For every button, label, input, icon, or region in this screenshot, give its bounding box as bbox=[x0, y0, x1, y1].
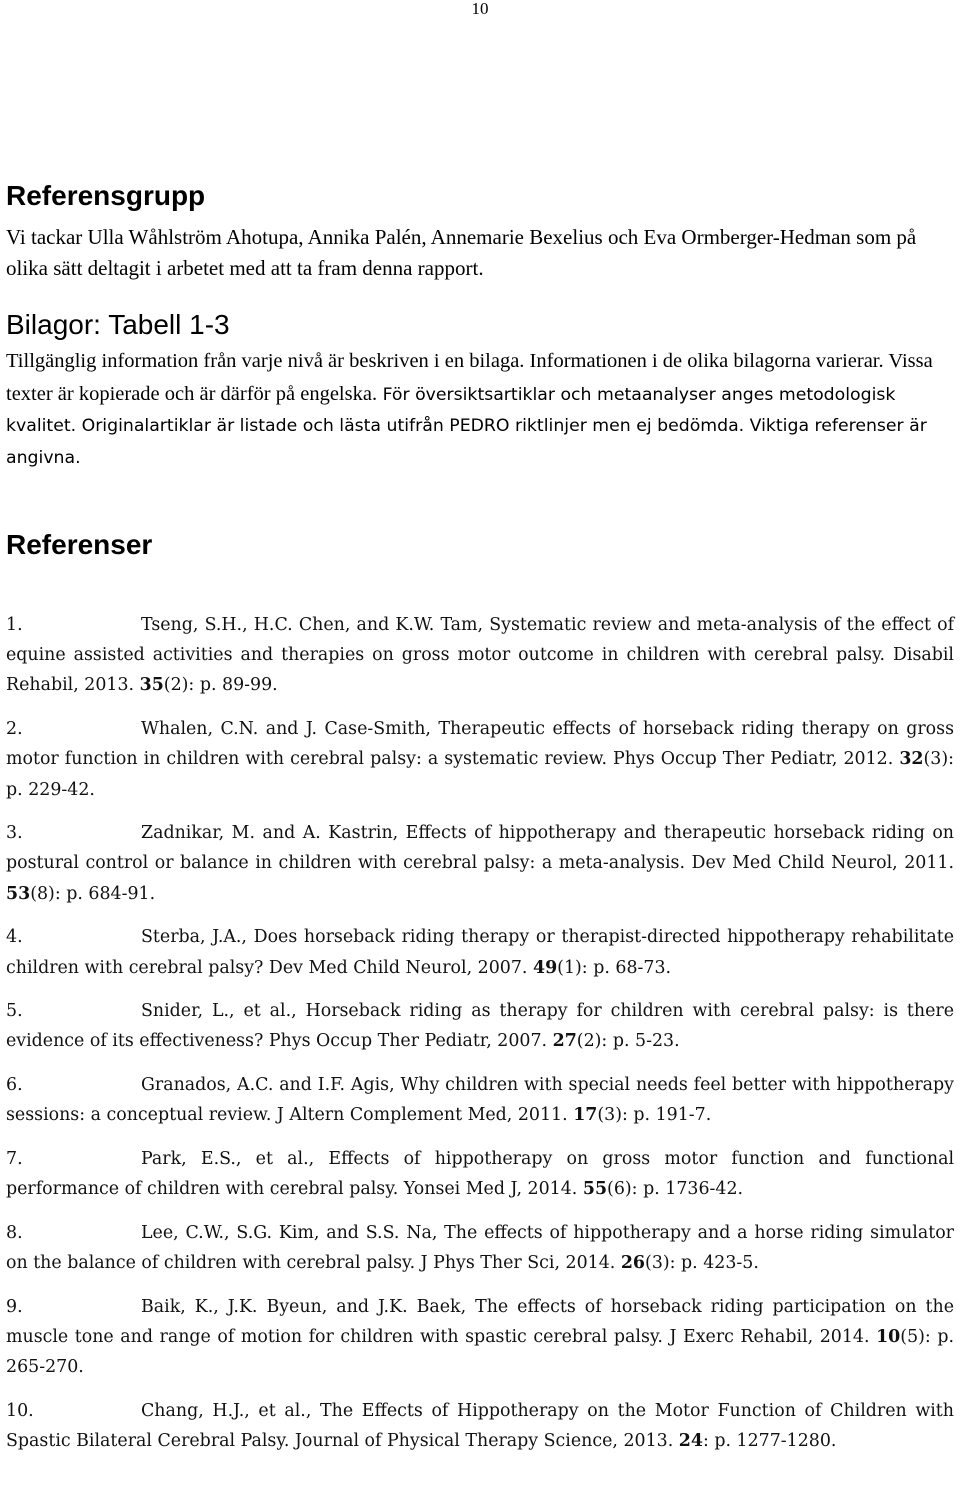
reference-item bbox=[6, 1070, 954, 1130]
reference-volume: 53 bbox=[6, 883, 31, 904]
reference-authors: Sterba, J.A., bbox=[141, 927, 247, 948]
reference-volume: 55 bbox=[582, 1179, 608, 1200]
reference-volume: 10 bbox=[876, 1327, 901, 1348]
reference-pages: (5): p. 265-270. bbox=[6, 1327, 954, 1378]
reference-pages: (2): p. 89-99. bbox=[163, 675, 278, 696]
reference-authors: Chang, H.J., et al., bbox=[141, 1400, 312, 1421]
reference-volume: 49 bbox=[532, 957, 558, 978]
reference-authors: Lee, C.W., S.G. Kim, and S.S. bbox=[141, 1222, 400, 1243]
reference-number: 3. bbox=[6, 823, 23, 844]
reference-item bbox=[6, 818, 954, 909]
reference-authors: Park, E.S., et al., bbox=[141, 1149, 315, 1170]
reference-volume: 24 bbox=[678, 1431, 703, 1452]
reference-number: 2. bbox=[6, 719, 23, 740]
reference-title: Effects of hippotherapy on gross motor function and functional performance of children with cerebral palsy. Yonsei Med J, 2014. bbox=[6, 1149, 954, 1200]
reference-volume: 27 bbox=[552, 1031, 577, 1052]
reference-number: 8. bbox=[6, 1222, 23, 1243]
references-heading: Referenser bbox=[6, 529, 153, 560]
reference-authors: Granados, A.C. and I.F. bbox=[141, 1075, 346, 1096]
reference-number: 7. bbox=[6, 1149, 23, 1170]
reference-authors: Zadnikar, M. and A. bbox=[141, 823, 321, 844]
reference-item bbox=[6, 1292, 954, 1383]
appendix-text bbox=[6, 346, 954, 474]
reference-item bbox=[6, 996, 954, 1056]
reference-pages: (1): p. 68-73. bbox=[557, 957, 672, 978]
reference-item bbox=[6, 1144, 954, 1204]
reference-item bbox=[6, 610, 954, 701]
reference-group-heading: Referensgrupp bbox=[6, 180, 206, 211]
reference-volume: 26 bbox=[620, 1253, 646, 1274]
appendix-heading: Bilagor: Tabell 1-3 bbox=[6, 309, 230, 340]
reference-pages: (3): p. 229-42. bbox=[6, 749, 955, 800]
reference-title: The Effects of Hippotherapy on the Motor Function of Children with Spastic Bilateral Cerebral Palsy. Journal of Physical Therapy Science, 2013. bbox=[6, 1400, 955, 1452]
reference-item bbox=[6, 922, 954, 982]
reference-title: Kastrin, Effects of hippotherapy and therapeutic horseback riding on postural control or balance in children with cerebral palsy: a meta-analysis. Dev Med Child Neurol, 2011. bbox=[6, 823, 954, 874]
reference-number: 1. bbox=[6, 615, 23, 635]
reference-number: 6. bbox=[6, 1075, 23, 1096]
reference-pages: : p. 1277-1280. bbox=[702, 1431, 837, 1452]
page-number: 10 bbox=[471, 0, 489, 18]
reference-title: Na, The effects of hippotherapy and a horse riding simulator on the balance of children with cerebral palsy. J Phys Ther Sci, 2014. bbox=[6, 1222, 954, 1274]
reference-authors: Whalen, C.N. and J. bbox=[141, 719, 318, 740]
reference-title: Does horseback riding therapy or therapist-directed hippotherapy rehabilitate children with cerebral palsy? Dev Med Child Neurol, 2007. bbox=[6, 927, 955, 978]
reference-title: Horseback riding as therapy for children with cerebral palsy: is there evidence of its effectiveness? Phys Occup Ther Pediatr, 2007. bbox=[6, 1001, 955, 1052]
reference-title: Tam, Systematic review and meta-analysis of the effect of equine assisted activities and therapies on gross motor outcome in children with cerebral palsy. Disabil Rehabil, 2013. bbox=[6, 615, 955, 696]
reference-title: Baek, The effects of horseback riding participation on the muscle tone and range of motion for children with spastic cerebral palsy. J Exerc Rehabil, 2014. bbox=[6, 1296, 954, 1348]
reference-authors: Snider, L., et al., bbox=[141, 1001, 297, 1022]
reference-number: 5. bbox=[6, 1001, 23, 1022]
acknowledgement-text: Vi tackar Ulla Wåhlström Ahotupa, Annika Palén, Annemarie Bexelius och Eva Ormberger-Hedman som på olika sätt deltagit i arbetet med att ta fram denna rapport. bbox=[6, 225, 917, 280]
reference-volume: 17 bbox=[573, 1105, 598, 1126]
reference-number: 4. bbox=[6, 927, 23, 948]
reference-pages: (2): p. 5-23. bbox=[576, 1031, 680, 1052]
reference-title: Agis, Why children with special needs feel better with hippotherapy sessions: a conceptual review. J Altern Complement Med, 2011. bbox=[6, 1075, 955, 1126]
reference-item bbox=[6, 1396, 954, 1456]
reference-item bbox=[6, 714, 954, 805]
reference-list bbox=[6, 610, 954, 1470]
reference-pages: (3): p. 191-7. bbox=[597, 1105, 712, 1126]
reference-number: 10. bbox=[6, 1400, 34, 1421]
reference-authors: Baik, K., J.K. Byeun, and J.K. bbox=[141, 1296, 408, 1317]
reference-volume: 32 bbox=[899, 749, 924, 770]
reference-volume: 35 bbox=[139, 675, 164, 696]
reference-authors: Tseng, S.H., H.C. Chen, and K.W. bbox=[141, 615, 435, 635]
appendix-text-part-1: Tillgänglig information från varje nivå är beskriven i en bilaga. Informationen i de olika bilagorna varierar. Vissa texter är kopierade och är därför på engelska. bbox=[6, 350, 933, 405]
appendix-text-part-2: För översiktsartiklar och metaanalyser anges metodologisk kvalitet. Originalartiklar är listade och lästa utifrån PEDRO riktlinjer men ej bedömda. Viktiga referenser är angivna. bbox=[6, 384, 927, 468]
reference-pages: (8): p. 684-91. bbox=[30, 883, 156, 904]
reference-item bbox=[6, 1218, 954, 1278]
reference-title: Case-Smith, Therapeutic effects of horseback riding therapy on gross motor function in children with cerebral palsy: a systematic review. Phys Occup Ther Pediatr, 2012. bbox=[6, 719, 955, 770]
reference-number: 9. bbox=[6, 1296, 23, 1317]
reference-pages: (6): p. 1736-42. bbox=[607, 1179, 744, 1200]
reference-pages: (3): p. 423-5. bbox=[645, 1253, 759, 1274]
